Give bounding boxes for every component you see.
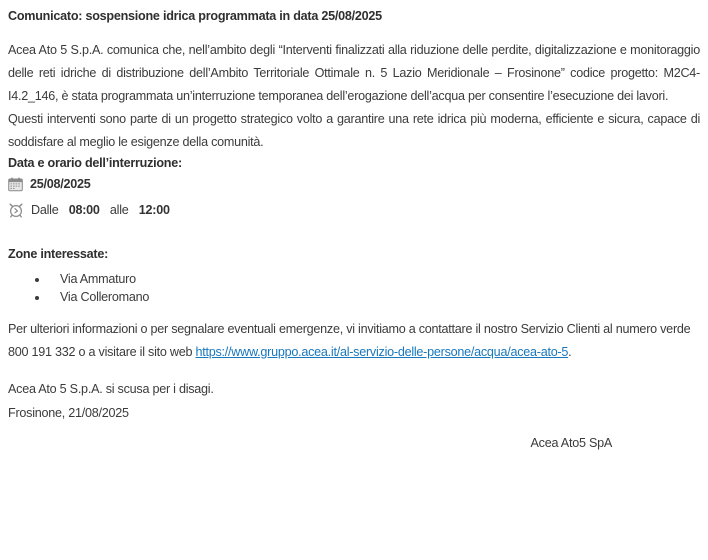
interruption-time-row <box>8 201 700 219</box>
zones-list <box>8 270 700 306</box>
apology-line: Acea Ato 5 S.p.A. si scusa per i disagi. <box>8 382 214 396</box>
zones-heading: Zone interessate: <box>8 247 109 261</box>
time-prefix: Dalle <box>31 203 62 217</box>
zone-item: • Via Ammaturo <box>49 270 700 288</box>
alarm-clock-icon <box>8 202 24 218</box>
signature-line: Acea Ato5 SpA <box>530 436 612 450</box>
zone-item: • Via Colleromano <box>49 288 700 306</box>
website-link[interactable]: https://www.gruppo.acea.it/al-servizio-delle-persone/acqua/acea-ato-5 <box>195 345 569 359</box>
intro-paragraphs <box>8 39 700 154</box>
contact-paragraph <box>8 318 700 364</box>
intro-paragraph-1: Acea Ato 5 S.p.A. comunica che, nell’ambito degli “Interventi finalizzati alla riduzione delle perdite, digitalizzazione e monitoraggio delle reti idriche di distribuzione dell’Ambito Territoriale Ottimale n. 5 Lazio Meridionale – Frosinone” codice progetto: M2C4-I4.2_146, è stata programmata un’interruzione temporanea dell’erogazione dell’acqua per consentire l’esecuzione dei lavori. <box>8 43 700 103</box>
contact-text: Per ulteriori informazioni o per segnalare eventuali emergenze, vi invitiamo a contattare il nostro Servizio Clienti al numero verde 800 191 332 o a visitare il sito web <box>8 322 691 359</box>
interruption-heading: Data e orario dell’interruzione: <box>8 156 182 170</box>
time-end: 12:00 <box>138 203 170 217</box>
time-middle: alle <box>106 203 132 217</box>
interruption-date: 25/08/2025 <box>30 177 91 191</box>
contact-text-end: . <box>568 345 572 359</box>
intro-paragraph-2: Questi interventi sono parte di un progetto strategico volto a garantire una rete idrica più moderna, efficiente e sicura, capace di soddisfare al meglio le esigenze della comunità. <box>8 112 700 149</box>
interruption-date-row <box>8 175 700 193</box>
calendar-icon <box>8 177 23 192</box>
place-date-line: Frosinone, 21/08/2025 <box>8 406 129 420</box>
page-title: Comunicato: sospensione idrica programmata in data 25/08/2025 <box>8 9 382 23</box>
time-start: 08:00 <box>68 203 100 217</box>
